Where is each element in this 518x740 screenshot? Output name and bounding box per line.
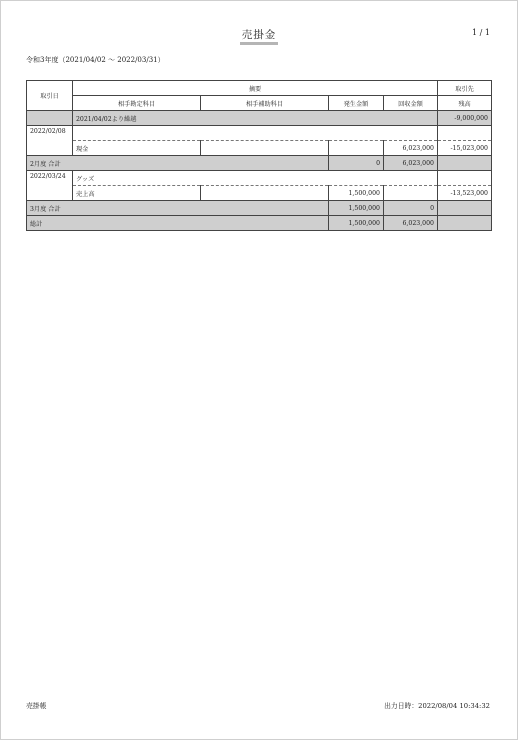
- entry-debit: 1,500,000: [329, 186, 384, 201]
- carryover-label: 2021/04/02より繰越: [73, 111, 438, 126]
- ledger-table: [26, 80, 492, 231]
- entry-date: 2022/03/24: [27, 171, 73, 201]
- title-underline: [240, 42, 278, 45]
- subtotal-row: [27, 201, 492, 216]
- table-row: [27, 141, 492, 156]
- book-name: 売掛帳: [26, 702, 47, 710]
- header-debit: 発生金額: [329, 96, 384, 111]
- header-credit: 回収金額: [384, 96, 438, 111]
- entry-summary: グッズ: [73, 171, 438, 186]
- header-date: 取引日: [27, 81, 73, 111]
- entry-date: 2022/02/08: [27, 126, 73, 156]
- header-partner: 取引先: [438, 81, 492, 96]
- entry-sub-account: [201, 186, 329, 201]
- table-row: [27, 186, 492, 201]
- subtotal-label: 2月度 合計: [27, 156, 329, 171]
- header-balance: 残高: [438, 96, 492, 111]
- entry-sub-account: [201, 141, 329, 156]
- header-row-1: [27, 81, 492, 96]
- header-counter-sub-account: 相手補助科目: [201, 96, 329, 111]
- subtotal-credit: 6,023,000: [384, 156, 438, 171]
- output-datetime: 出力日時：2022/08/04 10:34:32: [384, 702, 490, 710]
- entry-debit: [329, 141, 384, 156]
- header-summary: 摘要: [73, 81, 438, 96]
- grand-total-row: [27, 216, 492, 231]
- carryover-balance: -9,000,000: [438, 111, 492, 126]
- header-row-2: [27, 96, 492, 111]
- entry-credit: [384, 186, 438, 201]
- subtotal-label: 3月度 合計: [27, 201, 329, 216]
- entry-account: 売上高: [73, 186, 201, 201]
- subtotal-debit: 0: [329, 156, 384, 171]
- total-debit: 1,500,000: [329, 216, 384, 231]
- page-number: 1 / 1: [472, 28, 490, 37]
- table-row: [27, 171, 492, 186]
- entry-summary: [73, 126, 438, 141]
- entry-balance: -13,523,000: [438, 186, 492, 201]
- subtotal-debit: 1,500,000: [329, 201, 384, 216]
- table-row: [27, 126, 492, 141]
- report-title: 売掛金: [241, 29, 277, 41]
- entry-balance: -15,023,000: [438, 141, 492, 156]
- total-label: 総計: [27, 216, 329, 231]
- subtotal-credit: 0: [384, 201, 438, 216]
- entry-credit: 6,023,000: [384, 141, 438, 156]
- fiscal-period: 令和3年度（2021/04/02 ～ 2022/03/31）: [26, 56, 165, 64]
- carryover-row: [27, 111, 492, 126]
- total-credit: 6,023,000: [384, 216, 438, 231]
- entry-account: 現金: [73, 141, 201, 156]
- subtotal-row: [27, 156, 492, 171]
- header-counter-account: 相手勘定科目: [73, 96, 201, 111]
